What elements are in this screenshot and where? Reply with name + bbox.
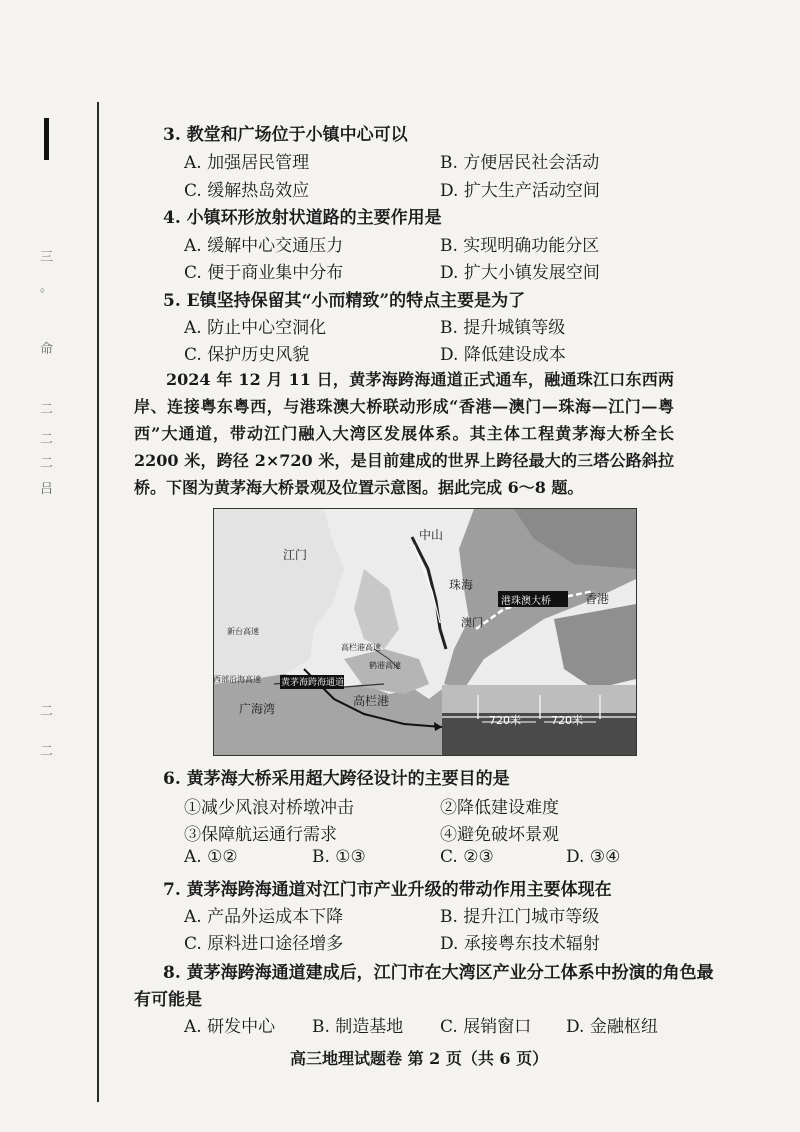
q3-option-a: A. 加强居民管理 [184,153,310,173]
label-hms-channel: 黄茅海跨海通道 [281,678,345,688]
q6-option-c: C. ②③ [440,847,494,867]
q4-option-c: C. 便于商业集中分布 [184,263,344,283]
margin-mark: 三 [40,250,54,265]
label-xintai-exp: 新台高速 [227,627,259,636]
q7-option-a: A. 产品外运成本下降 [184,907,344,927]
q6-option-a: A. ①② [184,847,238,867]
question-8-stem-cont: 有可能是 [134,990,202,1010]
binding-mark [44,118,49,160]
label-aomen: 澳门 [461,616,483,629]
q6-item-4: ④避免破坏景观 [440,825,559,845]
question-3-stem: 3. 教堂和广场位于小镇中心可以 [163,125,408,145]
q3-option-c: C. 缓解热岛效应 [184,181,310,201]
q8-option-a: A. 研发中心 [184,1017,276,1037]
q6-item-1: ①减少风浪对桥墩冲击 [184,798,354,818]
margin-mark: 。 [40,280,54,295]
q4-option-b: B. 实现明确功能分区 [440,236,600,256]
margin-mark: 二 [40,704,54,719]
label-jiangmen: 江门 [283,548,308,562]
q4-option-d: D. 扩大小镇发展空间 [440,263,600,283]
q4-option-a: A. 缓解中心交通压力 [184,236,344,256]
question-6-stem: 6. 黄茅海大桥采用超大跨径设计的主要目的是 [163,769,510,789]
label-zhuhai: 珠海 [449,578,474,592]
q5-option-b: B. 提升城镇等级 [440,318,566,338]
q5-option-c: C. 保护历史风貌 [184,345,310,365]
question-5-stem: 5. E镇坚持保留其“小而精致”的特点主要是为了 [163,291,526,311]
label-gaolangang: 高栏港 [353,694,390,708]
page-footer: 高三地理试题卷 第 2 页（共 6 页） [290,1049,549,1068]
margin-mark: 二 [40,456,54,471]
q3-option-b: B. 方便居民社会活动 [440,153,600,173]
label-hegang-exp: 鹤港高速 [369,661,401,670]
margin-mark: 吕 [40,482,54,497]
q5-option-d: D. 降低建设成本 [440,345,566,365]
margin-mark: 二 [40,744,54,759]
margin-mark: 二 [40,402,54,417]
label-xianggang: 香港 [585,592,610,606]
q7-option-d: D. 承接粤东技术辐射 [440,934,600,954]
q8-option-b: B. 制造基地 [312,1017,404,1037]
passage-text: 2024 年 12 月 11 日，黄茅海跨海通道正式通车，融通珠江口东西两岸、连接粤东粤西，与港珠澳大桥联动形成“香港—澳门—珠海—江门—粤西”大通道，带动江门融入大湾区发展体系。其主体工程黄茅海大桥全长 2200 米，跨径 2×720 米，是目前建成的世界上跨径最大的三塔公路斜拉桥。下图为黄茅海大桥景观及位置示意图。据此完成 6～8 题。 [134,370,674,497]
margin-mark: 命 [40,342,54,357]
label-guanghai-bay: 广海湾 [239,702,276,716]
q8-option-c: C. 展销窗口 [440,1017,532,1037]
map-labels [213,508,635,754]
q6-item-2: ②降低建设难度 [440,798,559,818]
label-gaolangang-exp: 高栏港高速 [341,643,381,652]
label-zhongshan: 中山 [419,528,444,542]
q7-option-b: B. 提升江门城市等级 [440,907,600,927]
q6-option-b: B. ①③ [312,847,366,867]
q6-option-d: D. ③④ [566,847,621,867]
q6-item-3: ③保障航运通行需求 [184,825,337,845]
label-span-1: 720米 [489,714,521,727]
margin-mark: 二 [40,432,54,447]
binding-line [97,102,99,1102]
label-gzao-bridge: 港珠澳大桥 [501,596,551,607]
q5-option-a: A. 防止中心空洞化 [184,318,327,338]
question-4-stem: 4. 小镇环形放射状道路的主要作用是 [163,208,442,228]
q7-option-c: C. 原料进口途径增多 [184,934,344,954]
label-span-2: 720米 [551,714,583,727]
label-xibu-exp: 西部沿海高速 [213,675,261,684]
q8-option-d: D. 金融枢纽 [566,1017,658,1037]
question-8-stem: 8. 黄茅海跨海通道建成后，江门市在大湾区产业分工体系中扮演的角色最 [163,963,714,983]
question-7-stem: 7. 黄茅海跨海通道对江门市产业升级的带动作用主要体现在 [163,880,612,900]
q3-option-d: D. 扩大生产活动空间 [440,181,600,201]
